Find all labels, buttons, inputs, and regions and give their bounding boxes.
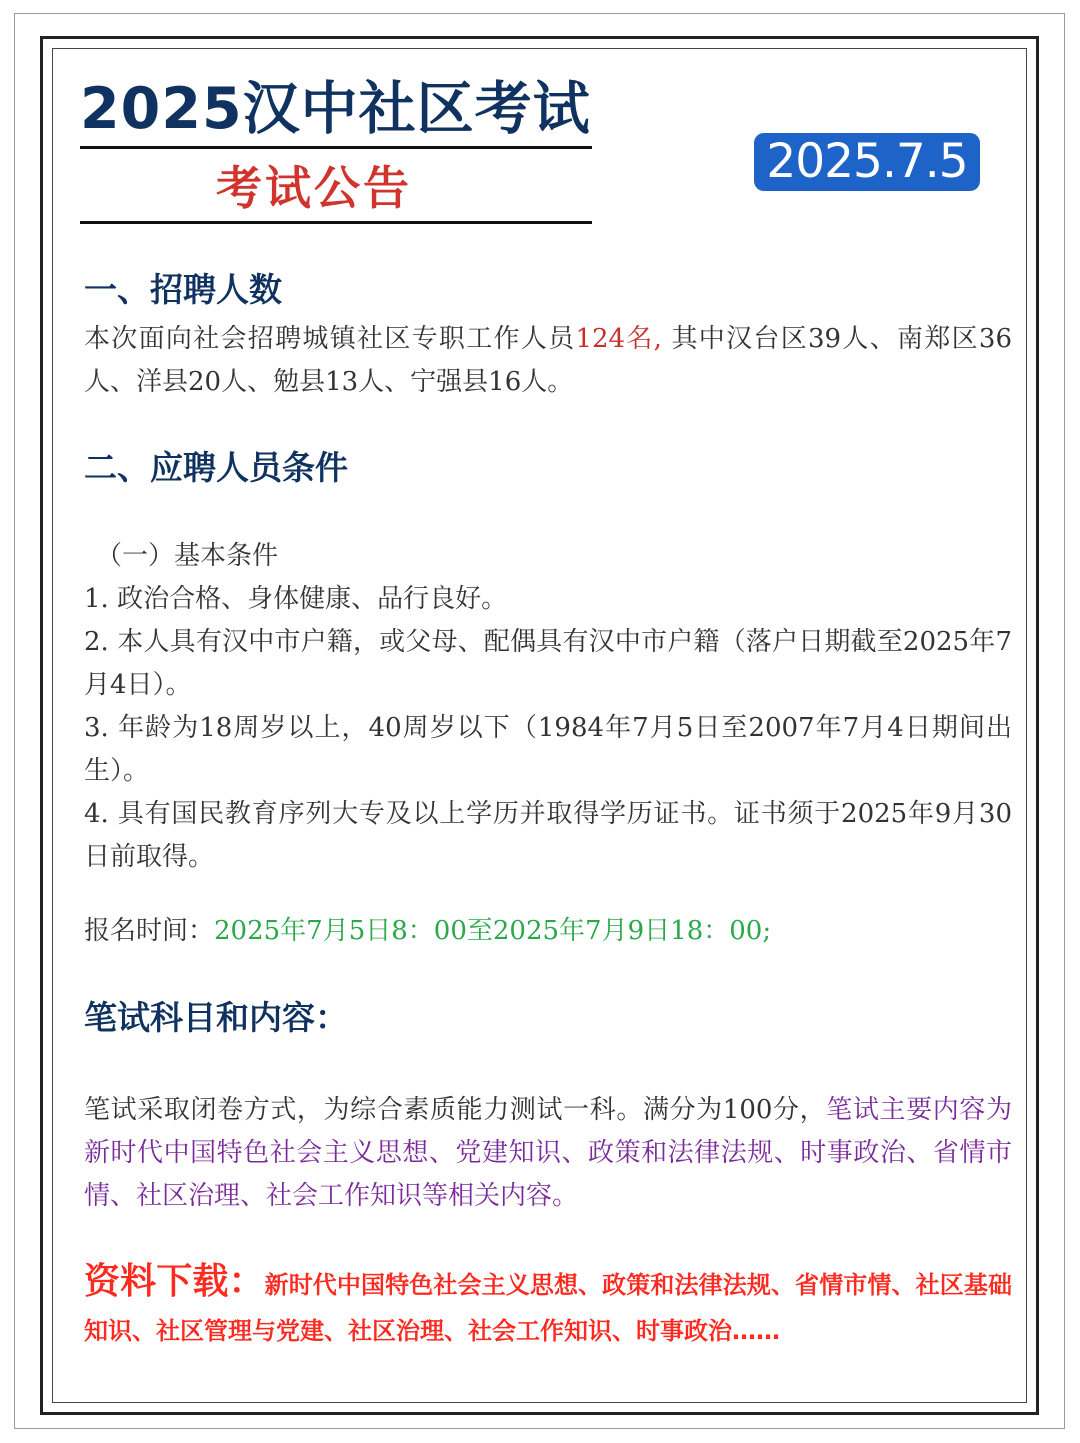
condition-item: 3. 年龄为18周岁以上，40周岁以下（1984年7月5日至2007年7月4日期间出生）。 [84,713,1012,786]
subtitle-underline [80,221,592,224]
exam-paragraph [84,1089,1012,1218]
conditions-subheading: （一）基本条件 [96,541,279,571]
registration-label: 报名时间： [84,916,215,946]
exam-heading: 笔试科目和内容： [84,998,348,1037]
conditions-list [84,535,1012,879]
download-text: 新时代中国特色社会主义思想、政策和法律法规、省情市情、社区基础知识、社区管理与党建、社区治理、社会工作知识、时事政治…… [84,1271,1012,1345]
registration-value: 2025年7月5日8：00至2025年7月9日18：00; [214,916,772,946]
date-badge: 2025.7.5 [754,133,980,191]
condition-item: 2. 本人具有汉中市户籍，或父母、配偶具有汉中市户籍（落户日期截至2025年7月4日）。 [84,627,1012,700]
condition-item: 4. 具有国民教育序列大专及以上学历并取得学历证书。证书须于2025年9月30日前取得。 [84,799,1012,872]
download-paragraph [84,1259,1012,1354]
registration-time [84,910,1012,953]
title-underline [80,146,592,149]
announcement-subtitle: 考试公告 [216,161,412,215]
exam-text-plain: 笔试采取闭卷方式，为综合素质能力测试一科。满分为100分， [84,1095,827,1125]
recruit-text-before: 本次面向社会招聘城镇社区专职工作人员 [84,324,576,354]
recruit-paragraph [84,318,1012,404]
recruit-heading: 一、招聘人数 [84,270,282,309]
download-label: 资料下载： [84,1261,265,1302]
conditions-heading: 二、应聘人员条件 [84,448,348,487]
announcement-title: 2025汉中社区考试 [80,76,591,142]
condition-item: 1. 政治合格、身体健康、品行良好。 [84,584,508,614]
exam-text-highlight: 笔试主要内容为新时代中国特色社会主义思想、党建知识、政策和法律法规、时事政治、省情市情、社区治理、社会工作知识等相关内容。 [84,1095,1012,1211]
recruit-count-highlight: 124名, [575,324,662,354]
recruit-text-after: 其中汉台区39人、南郑区36人、洋县20人、勉县13人、宁强县16人。 [84,324,1012,397]
